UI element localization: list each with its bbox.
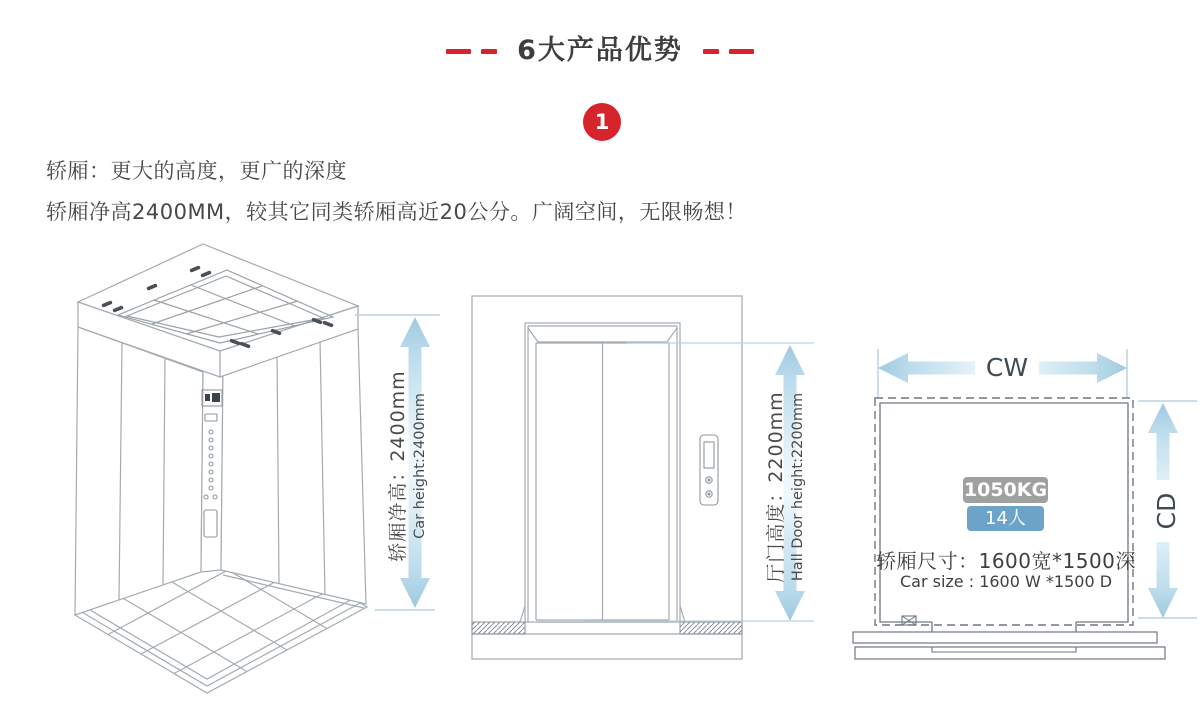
- hall-wall: [472, 296, 742, 659]
- intro-line-1: 轿厢：更大的高度，更广的深度: [46, 159, 347, 183]
- hall-door-height-label-cn: 厅门高度：2200mm: [765, 391, 787, 583]
- title-dash-icon: [446, 49, 471, 54]
- hall-door-panels: [536, 343, 669, 622]
- car-height-dimension-label: [379, 316, 437, 616]
- hall-door-height-label-en: Hall Door height:2200mm: [790, 392, 806, 582]
- car-size-label-cn: 轿厢尺寸：1600宽*1500深: [876, 549, 1136, 573]
- car-height-label-cn: 轿厢净高：2400mm: [387, 370, 409, 562]
- persons-capacity-badge: 14人: [967, 506, 1044, 531]
- hall-door-height-dimension-label: [760, 337, 812, 637]
- section-title-row: [0, 36, 1200, 66]
- car-depth-axis-label: CD: [1152, 480, 1182, 542]
- step-number-badge: 1: [583, 103, 621, 141]
- door-lock-icon: [902, 616, 916, 625]
- hall-call-panel: [700, 435, 718, 505]
- intro-line-2: 轿厢净高2400MM，较其它同类轿厢高近20公分。广阔空间，无限畅想！: [46, 200, 747, 224]
- title-dash-icon: [703, 49, 719, 54]
- title-dash-icon: [729, 49, 754, 54]
- hall-floor-hatch: [472, 622, 742, 634]
- page-title: 6大产品优势: [517, 35, 683, 66]
- title-dash-icon: [481, 49, 497, 54]
- car-width-axis-label: CW: [975, 351, 1039, 385]
- load-capacity-badge: 1050KG: [963, 479, 1048, 501]
- car-size-label-en: Car size : 1600 W *1500 D: [899, 572, 1113, 591]
- car-height-label-en: Car height:2400mm: [412, 393, 428, 539]
